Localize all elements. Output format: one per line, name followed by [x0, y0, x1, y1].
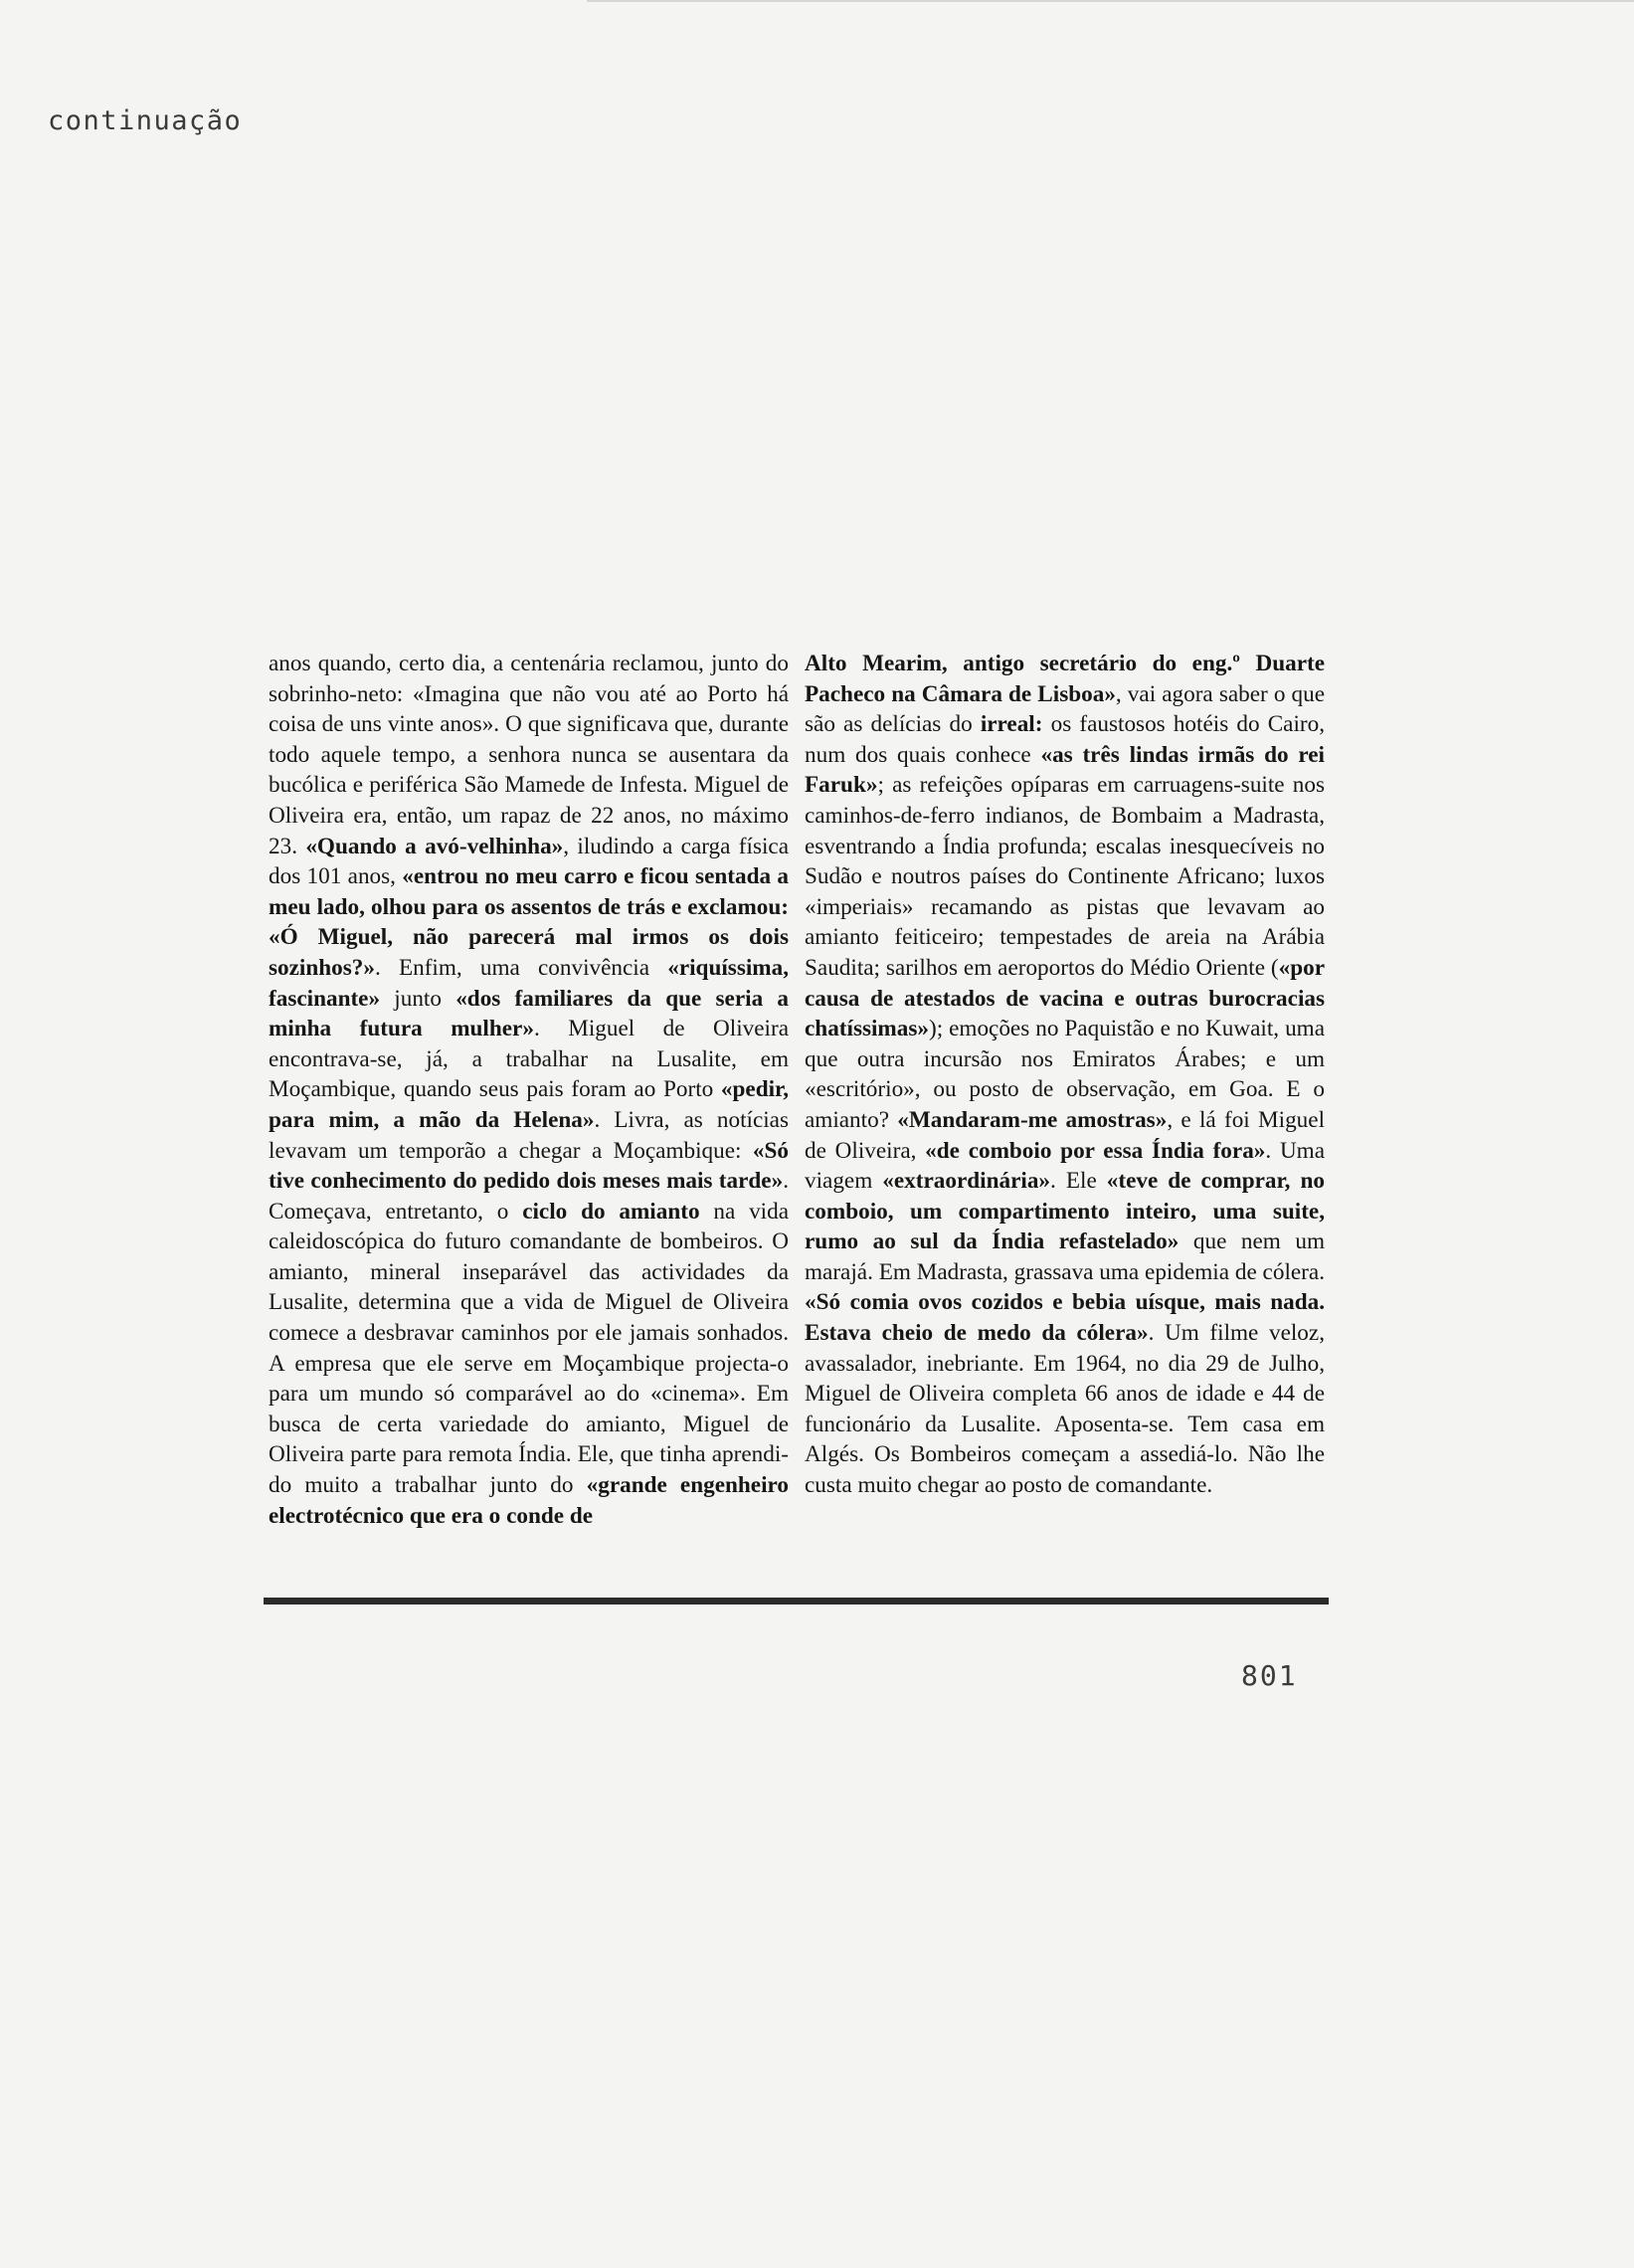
bold-quote-text: «dos familiares da que seria a minha futura mulher»: [269, 985, 789, 1042]
article-bottom-rule: [264, 1598, 1329, 1605]
article-column-left: [269, 649, 789, 1594]
bold-quote-text: «Só tive conhecimento do pedido dois meses mais tarde»: [269, 1137, 789, 1195]
body-text: . Miguel de Oliveira encontrava-se, já, a trabalhar na Lusalite, em Moçambique, quando seus pais foram ao Porto: [269, 1016, 789, 1103]
body-text: os faustosos hotéis do Cairo, num dos quais conhece: [805, 711, 1326, 768]
bold-quote-text: «riquíssima, fascinante»: [269, 954, 789, 1012]
bold-quote-text: «Só comia ovos cozidos e bebia uísque, mais nada. Estava cheio de medo da cólera»: [805, 1289, 1325, 1347]
article-body: [269, 649, 1325, 1594]
bold-quote-text: Alto Mearim, antigo secretário do eng.º Duarte Pacheco na Câmara de Lisboa»: [805, 651, 1325, 707]
article-column-right: [805, 649, 1325, 1594]
bold-quote-text: «Quando a avó-velhinha»: [305, 833, 564, 859]
section-label: continuação: [48, 105, 243, 136]
page-number: 801: [1241, 1659, 1298, 1692]
bold-quote-text: «teve de comprar, no comboio, um compartimento inteiro, uma suite, rumo ao sul da Índia refastelado»: [805, 1168, 1325, 1255]
body-text: junto: [380, 985, 456, 1012]
bold-quote-text: «Mandaram-me amostras»: [897, 1106, 1168, 1133]
body-text: ); emoções no Paquistão e no Kuwait, uma que outra incursão nos Emiratos Árabes; e um «escritório», ou posto de observação, em Goa. E o amianto?: [805, 1016, 1325, 1133]
bold-quote-text: «as três lindas irmãs do rei Faruk»: [805, 741, 1325, 799]
body-text: . Ele: [1050, 1168, 1107, 1195]
body-text: . Começava, entretanto, o: [269, 1168, 789, 1225]
body-text: , e lá foi Miguel de Oliveira,: [805, 1106, 1326, 1164]
body-text: . Livra, as notícias levavam um temporão a chegar a Moçambique:: [269, 1106, 789, 1164]
bold-quote-text: «entrou no meu carro e ficou sentada a meu lado, olhou para os assentos de trás e exclamou: «Ó Miguel, não parecerá mal irmos os dois sozinhos?»: [269, 863, 789, 981]
article-paragraph-left: [269, 649, 789, 1531]
body-text: . Uma viagem: [805, 1137, 1326, 1195]
bold-quote-text: «de comboio por essa Índia fora»: [925, 1137, 1266, 1164]
bold-quote-text: «pedir, para mim, a mão da Helena»: [269, 1076, 789, 1133]
body-text: . Um filme veloz, avassalador, inebriante. Em 1964, no dia 29 de Julho, Miguel de Oliveira completa 66 anos de idade e 44 de funcionário da Lusalite. Aposenta-se. Tem casa em Algés. Os Bombeiros começam a assediá-lo. Não lhe custa muito chegar ao posto de comandante.: [805, 1320, 1325, 1499]
body-text: , iludindo a carga física dos 101 anos,: [269, 833, 790, 890]
bold-quote-text: «extraordinária»: [882, 1168, 1051, 1195]
body-text: . Enfim, uma convivência: [374, 954, 668, 981]
bold-quote-text: ciclo do amianto: [522, 1198, 700, 1225]
bold-quote-text: «por causa de atestados de vacina e outras burocracias chatíssimas»: [805, 954, 1325, 1042]
top-edge-rule: [587, 0, 1634, 2]
bold-quote-text: irreal:: [980, 711, 1043, 738]
article-paragraph-right: [805, 649, 1325, 1501]
body-text: na vida caleidoscópica do futuro comandante de bombeiros. O amianto, mineral inseparável das actividades da Lusalite, determina que a vida de Miguel de Oliveira comece a desbravar caminhos por ele jamais sonhados. A empresa que ele serve em Moçambique projecta-o para um mundo só comparável ao do «cinema». Em busca de certa variedade do amianto, Miguel de Oliveira parte para remota Índia. Ele, que tinha aprendido muito a trabalhar junto do: [269, 1198, 789, 1499]
body-text: que nem um marajá. Em Madrasta, grassava uma epidemia de cólera.: [805, 1228, 1326, 1285]
body-text: , vai agora saber o que são as delícias do: [805, 680, 1325, 738]
body-text: anos quando, certo dia, a centenária reclamou, junto do sobrinho-neto: «Imagina que não vou até ao Porto há coisa de uns vinte anos». O que significava que, durante todo aquele tempo, a senhora nunca se ausentara da bucólica e periférica São Mamede de Infesta. Miguel de Oliveira era, então, um rapaz de 22 anos, no máximo 23.: [269, 651, 789, 859]
body-text: ; as refeições opíparas em carruagens-suite nos caminhos-de-ferro indianos, de Bombaim a Madrasta, esventrando a Índia profunda; escalas inesquecíveis no Sudão e noutros países do Continente Africano; luxos «imperiais» recamando as pistas que levavam ao amianto feiticeiro; tempestades de areia na Arábia Saudita; sarilhos em aeroportos do Médio Oriente (: [805, 772, 1325, 981]
bold-quote-text: «grande engenheiro electrotécnico que era o conde de: [269, 1472, 789, 1529]
